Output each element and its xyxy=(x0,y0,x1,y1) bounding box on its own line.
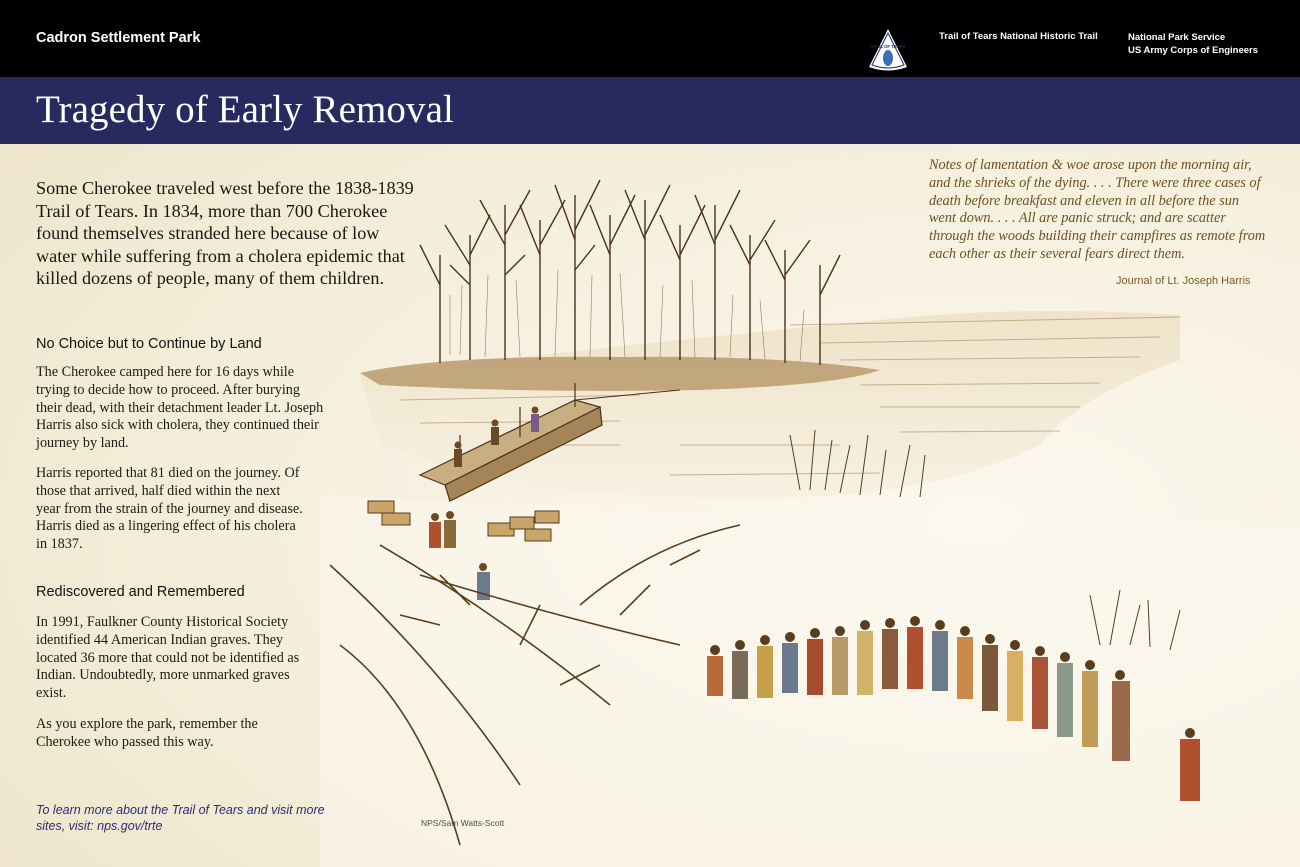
title-band xyxy=(0,77,1300,144)
page-title: Tragedy of Early Removal xyxy=(36,88,454,131)
harris-journal-quote: Notes of lamentation & woe arose upon the morning air, and the shrieks of the dying. . . . There were three cases of death before breakfast and eleven in all before the sun went down. . . . All are panic struck; and are scatter through the woods building their campfires as remote from each other as their several fears direct them. xyxy=(929,157,1266,262)
intro-paragraph: Some Cherokee traveled west before the 1838-1839 Trail of Tears. In 1834, more than 700 Cherokee found themselves stranded here because of low water while suffering from a cholera epidemic that killed dozens of people, many of them children. xyxy=(36,178,414,288)
trail-name: Trail of Tears National Historic Trail xyxy=(939,31,1098,42)
illustration-credit: NPS/Sam Watts-Scott xyxy=(421,818,505,828)
park-name: Cadron Settlement Park xyxy=(36,30,201,46)
continue-by-land-paragraph-1: The Cherokee camped here for 16 days while trying to decide how to proceed. After burying their dead, with their detachment leader Lt. Joseph Harris also sick with cholera, they continued their journey by land. xyxy=(36,364,324,452)
section-heading-continue-by-land: No Choice but to Continue by Land xyxy=(36,336,262,352)
continue-by-land-paragraph-2: Harris reported that 81 died on the journey. Of those that arrived, half died within the next year from the strain of the journey and disease. Harris died as a lingering effect of his cholera in 1837. xyxy=(36,465,303,553)
logo-text: TRAIL OF TEARS xyxy=(870,44,906,49)
rediscovered-paragraph-2: As you explore the park, remember the Cherokee who passed this way. xyxy=(36,716,258,750)
learn-more-note: To learn more about the Trail of Tears and visit more sites, visit: nps.gov/trte xyxy=(36,803,325,833)
quote-attribution: Journal of Lt. Joseph Harris xyxy=(1116,275,1251,287)
agency-credits xyxy=(1128,31,1258,57)
agency-nps: National Park Service xyxy=(1128,32,1226,43)
agency-usace: US Army Corps of Engineers xyxy=(1128,45,1259,56)
rediscovered-paragraph-1: In 1991, Faulkner County Historical Society identified 44 American Indian graves. They located 36 more that could not be identified as Indian. Undoubtedly, more unmarked graves exist. xyxy=(36,614,300,702)
section-heading-rediscovered: Rediscovered and Remembered xyxy=(36,584,245,600)
header-bar xyxy=(0,0,1300,77)
trail-of-tears-logo-icon xyxy=(866,27,910,73)
